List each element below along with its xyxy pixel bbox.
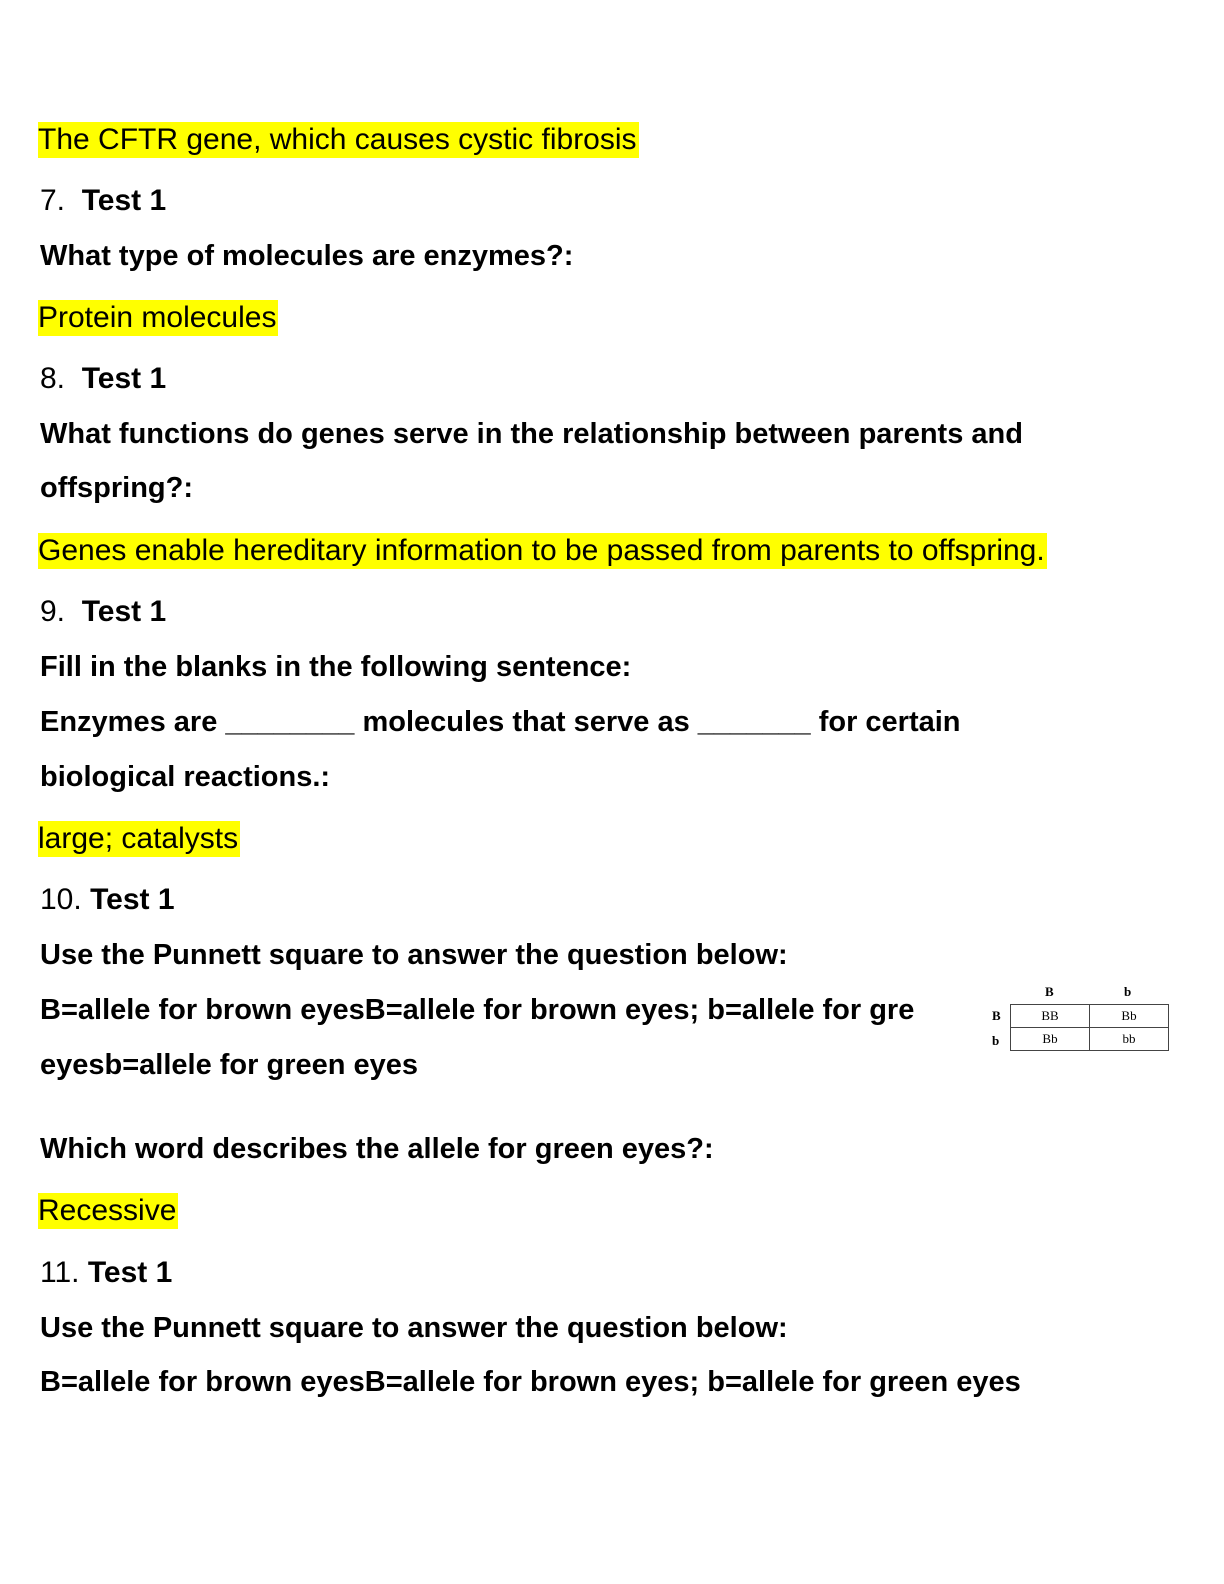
punnett-cell: bb (1090, 1028, 1169, 1051)
answer-highlight: The CFTR gene, which causes cystic fibrosis (38, 123, 637, 156)
question-index: 10. (40, 883, 82, 916)
answer-highlight: large; catalysts (38, 822, 239, 855)
question-index: 7. (40, 184, 66, 217)
question-text: B=allele for brown eyesB=allele for brown eyes; b=allele for gre (40, 994, 915, 1026)
question-index: 8. (40, 362, 66, 395)
question-text: Enzymes are ________ molecules that serve as _______ for certain (40, 706, 961, 738)
punnett-row-header: b (992, 1033, 1000, 1048)
question-text: Fill in the blanks in the following sentence: (40, 651, 632, 683)
punnett-cell: Bb (1011, 1028, 1090, 1051)
punnett-grid (1010, 1004, 1169, 1051)
question-text: B=allele for brown eyesB=allele for brown eyes; b=allele for green eyes (40, 1366, 1021, 1398)
test-label: Test 1 (87, 1256, 173, 1289)
punnett-cell: Bb (1090, 1005, 1169, 1028)
question-text: What type of molecules are enzymes?: (40, 240, 574, 272)
test-label: Test 1 (81, 595, 167, 628)
punnett-col-header: B (1045, 984, 1054, 999)
question-text: Which word describes the allele for green eyes?: (40, 1133, 714, 1165)
question-text: biological reactions.: (40, 761, 331, 793)
question-text: What functions do genes serve in the relationship between parents and (40, 418, 1023, 450)
question-number (40, 183, 166, 219)
punnett-col-header: b (1124, 984, 1132, 999)
question-index: 9. (40, 595, 66, 628)
question-text: offspring?: (40, 472, 194, 504)
test-label: Test 1 (81, 362, 167, 395)
question-number (40, 1255, 172, 1291)
question-number (40, 361, 166, 397)
question-text: Use the Punnett square to answer the question below: (40, 939, 788, 971)
punnett-row-header: B (992, 1008, 1001, 1023)
question-number (40, 594, 166, 630)
punnett-cell: BB (1011, 1005, 1090, 1028)
test-label: Test 1 (90, 883, 175, 916)
question-number (40, 882, 175, 918)
question-index: 11. (40, 1256, 80, 1289)
question-text: eyesb=allele for green eyes (40, 1049, 419, 1081)
answer-highlight: Genes enable hereditary information to be passed from parents to offspring. (38, 534, 1045, 567)
test-label: Test 1 (81, 184, 167, 217)
answer-highlight: Protein molecules (38, 301, 277, 334)
punnett-square (985, 980, 1175, 1060)
question-text: Use the Punnett square to answer the question below: (40, 1312, 788, 1344)
answer-highlight: Recessive (38, 1194, 177, 1227)
